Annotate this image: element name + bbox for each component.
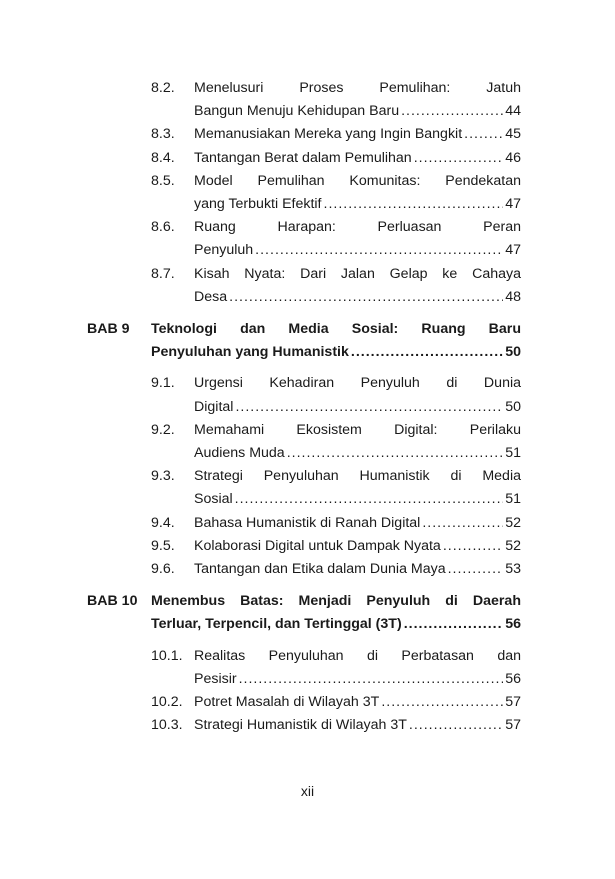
dot-leader <box>235 488 504 511</box>
entry-page-number: 47 <box>505 242 521 259</box>
entry-title-line1: Strategi Penyuluhan Humanistik di Media <box>194 468 521 485</box>
entry-title: Memanusiakan Mereka yang Ingin Bangkit <box>194 126 463 143</box>
dot-leader <box>443 535 503 558</box>
entry-title: Kolaborasi Digital untuk Dampak Nyata <box>194 537 441 554</box>
toc-entry[interactable] <box>151 147 521 170</box>
dot-leader <box>229 286 503 309</box>
entry-title: Potret Masalah di Wilayah 3T <box>194 694 380 711</box>
entry-title-line1: Model Pemulihan Komunitas: Pendekatan <box>194 172 521 189</box>
entry-page-number: 56 <box>505 670 521 687</box>
entry-title: Tantangan Berat dalam Pemulihan <box>194 149 412 166</box>
entry-number: 9.3. <box>151 468 175 485</box>
dot-leader <box>404 613 504 636</box>
dot-leader <box>324 193 504 216</box>
dot-leader <box>401 100 503 123</box>
toc-group-chapter-8 <box>0 77 615 309</box>
toc-group-chapter-9 <box>0 372 615 581</box>
chapter-title-line2: Terluar, Terpencil, dan Tertinggal (3T) <box>151 616 402 633</box>
entry-title: Strategi Humanistik di Wilayah 3T <box>194 717 407 734</box>
entry-page-number: 53 <box>505 561 521 578</box>
entry-title-line1: Realitas Penyuluhan di Perbatasan dan <box>194 647 521 664</box>
toc-entry[interactable] <box>151 714 521 737</box>
entry-title: Bangun Menuju Kehidupan Baru <box>194 103 400 120</box>
dot-leader <box>255 239 503 262</box>
entry-title: Tantangan dan Etika dalam Dunia Maya <box>194 561 446 578</box>
entry-page-number: 57 <box>505 717 521 734</box>
chapter-label: BAB 10 <box>87 593 138 610</box>
entry-page-number: 48 <box>505 288 521 305</box>
page-number-footer: xii <box>300 783 315 799</box>
toc-entry[interactable] <box>151 216 521 262</box>
toc-entry[interactable] <box>151 558 521 581</box>
dot-leader <box>464 123 503 146</box>
entry-number: 8.5. <box>151 172 175 189</box>
toc-entry[interactable] <box>151 263 521 309</box>
chapter-page-number: 50 <box>505 344 521 361</box>
entry-title: Bahasa Humanistik di Ranah Digital <box>194 514 421 531</box>
entry-page-number: 50 <box>505 398 521 415</box>
toc-entry[interactable] <box>151 535 521 558</box>
entry-number: 8.3. <box>151 126 175 143</box>
entry-page-number: 45 <box>505 126 521 143</box>
toc-entry[interactable] <box>151 372 521 418</box>
entry-number: 8.7. <box>151 265 175 282</box>
table-of-contents <box>0 77 615 737</box>
dot-leader <box>235 396 503 419</box>
entry-number: 9.2. <box>151 421 175 438</box>
entry-title: Audiens Muda <box>194 445 285 462</box>
entry-title: Penyuluh <box>194 242 254 259</box>
entry-page-number: 57 <box>505 694 521 711</box>
chapter-page-number: 56 <box>505 616 521 633</box>
toc-entry[interactable] <box>151 691 521 714</box>
entry-page-number: 51 <box>505 491 521 508</box>
toc-entry[interactable] <box>151 419 521 465</box>
entry-number: 10.3. <box>151 717 183 734</box>
entry-number: 8.2. <box>151 80 175 96</box>
chapter-title-line2: Penyuluhan yang Humanistik <box>151 344 349 361</box>
entry-title: Digital <box>194 398 234 415</box>
dot-leader <box>351 341 503 364</box>
entry-page-number: 52 <box>505 537 521 554</box>
toc-group-chapter-10 <box>0 645 615 738</box>
entry-page-number: 47 <box>505 196 521 213</box>
entry-number: 9.5. <box>151 537 175 554</box>
entry-title-line1: Menelusuri Proses Pemulihan: Jatuh <box>194 80 521 96</box>
entry-page-number: 44 <box>505 103 521 120</box>
dot-leader <box>287 442 504 465</box>
entry-number: 8.6. <box>151 219 175 236</box>
entry-number: 9.1. <box>151 375 175 392</box>
chapter-title-line1: Teknologi dan Media Sosial: Ruang Baru <box>151 321 521 338</box>
dot-leader <box>422 512 503 535</box>
entry-title-line1: Urgensi Kehadiran Penyuluh di Dunia <box>194 375 521 392</box>
chapter-label: BAB 9 <box>87 321 130 338</box>
toc-chapter-10[interactable] <box>0 590 615 636</box>
dot-leader <box>381 691 503 714</box>
entry-number: 10.2. <box>151 694 183 711</box>
toc-entry[interactable] <box>151 465 521 511</box>
entry-number: 10.1. <box>151 647 183 664</box>
dot-leader <box>409 714 503 737</box>
dot-leader <box>448 558 504 581</box>
entry-page-number: 46 <box>505 149 521 166</box>
entry-title-line1: Kisah Nyata: Dari Jalan Gelap ke Cahaya <box>194 265 521 282</box>
dot-leader <box>414 147 504 170</box>
entry-number: 9.4. <box>151 514 175 531</box>
toc-entry[interactable] <box>151 123 521 146</box>
entry-title: Pesisir <box>194 670 237 687</box>
toc-entry[interactable] <box>151 77 521 123</box>
entry-title: Sosial <box>194 491 233 508</box>
toc-chapter-9[interactable] <box>0 318 615 364</box>
entry-page-number: 51 <box>505 445 521 462</box>
toc-entry[interactable] <box>151 512 521 535</box>
entry-number: 9.6. <box>151 561 175 578</box>
entry-title-line1: Memahami Ekosistem Digital: Perilaku <box>194 421 521 438</box>
chapter-title-line1: Menembus Batas: Menjadi Penyuluh di Daerah <box>151 593 521 610</box>
entry-number: 8.4. <box>151 149 175 166</box>
entry-title-line1: Ruang Harapan: Perluasan Peran <box>194 219 521 236</box>
dot-leader <box>239 668 504 691</box>
entry-title: yang Terbukti Efektif <box>194 196 322 213</box>
toc-entry[interactable] <box>151 170 521 216</box>
entry-page-number: 52 <box>505 514 521 531</box>
entry-title: Desa <box>194 288 228 305</box>
toc-entry[interactable] <box>151 645 521 691</box>
